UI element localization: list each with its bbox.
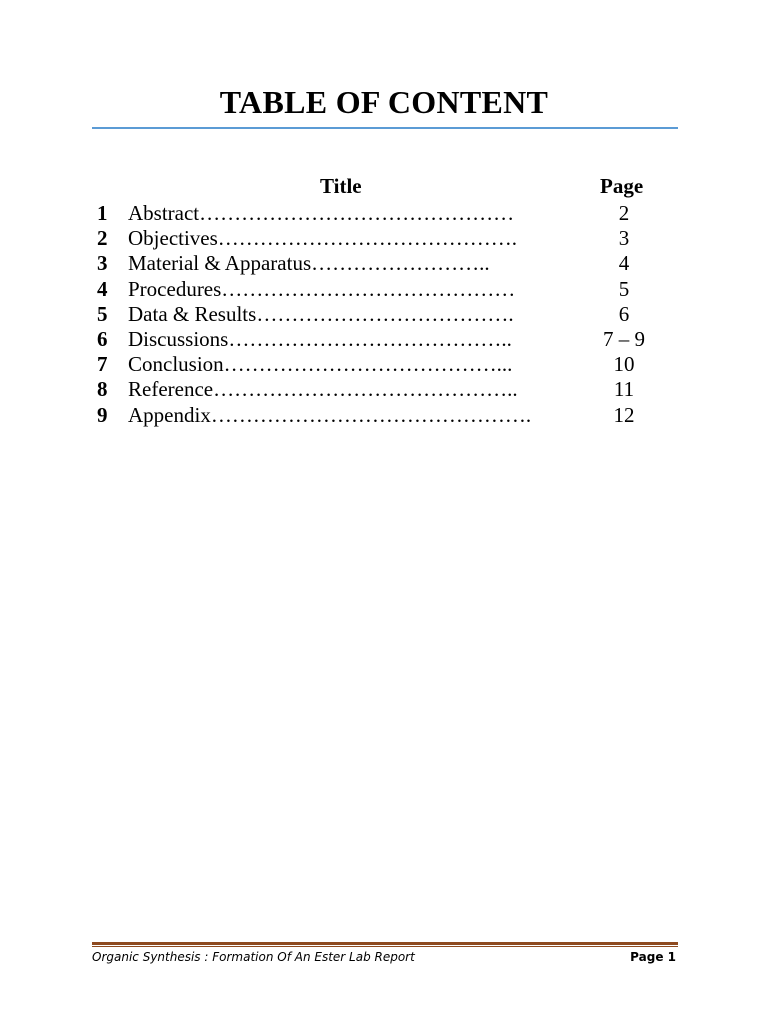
title-divider xyxy=(92,127,678,129)
toc-number: 5 xyxy=(97,301,108,326)
toc-row-appendix xyxy=(0,403,768,428)
toc-entry: Objectives……………………………………. xyxy=(128,226,518,251)
toc-entry: Appendix………………………………………. xyxy=(128,402,532,427)
toc-number: 7 xyxy=(97,352,108,377)
toc-entry: Data & Results………………………………. xyxy=(128,301,514,326)
page-title: TABLE OF CONTENT xyxy=(219,84,549,120)
toc-row-conclusion xyxy=(0,352,768,377)
toc-list xyxy=(0,201,768,428)
toc-page-number: 3 xyxy=(618,226,630,251)
toc-entry: Abstract……………………………………… xyxy=(128,201,515,225)
toc-row-reference xyxy=(0,377,768,402)
toc-row-procedures xyxy=(0,277,768,302)
toc-number: 1 xyxy=(97,201,108,225)
footer-divider xyxy=(92,942,678,945)
toc-number: 3 xyxy=(97,251,108,276)
toc-page-number: 6 xyxy=(618,301,630,326)
toc-page-number: 11 xyxy=(613,377,635,402)
toc-number: 9 xyxy=(97,402,108,427)
footer-report-title: Organic Synthesis : Formation Of An Ester Lab Report xyxy=(92,950,415,964)
toc-number: 8 xyxy=(97,377,108,402)
toc-entry: Reference…………………………………….. xyxy=(128,377,518,402)
toc-page-number: 4 xyxy=(618,251,630,276)
toc-page-number: 12 xyxy=(613,402,635,427)
toc-page-number: 7 – 9 xyxy=(603,326,645,351)
toc-entry: Discussions………………………………….. xyxy=(128,326,512,351)
toc-column-header-title: Title xyxy=(320,174,362,198)
toc-row-material-apparatus xyxy=(0,251,768,276)
toc-page-number: 2 xyxy=(618,201,630,225)
toc-row-discussions xyxy=(0,327,768,352)
toc-entry: Procedures…………………………………… xyxy=(128,276,516,301)
footer-divider-thin xyxy=(92,946,678,947)
toc-number: 2 xyxy=(97,226,108,251)
toc-entry: Conclusion…………………………………... xyxy=(128,352,513,377)
toc-number: 4 xyxy=(97,276,108,301)
toc-row-data-results xyxy=(0,302,768,327)
toc-row-abstract xyxy=(0,201,768,226)
toc-column-header-page: Page xyxy=(600,174,644,198)
toc-number: 6 xyxy=(97,326,108,351)
toc-page-number: 5 xyxy=(618,276,630,301)
toc-entry: Material & Apparatus…………………….. xyxy=(128,251,490,276)
toc-page-number: 10 xyxy=(613,352,635,377)
footer-page-number: Page 1 xyxy=(630,950,676,964)
toc-row-objectives xyxy=(0,226,768,251)
